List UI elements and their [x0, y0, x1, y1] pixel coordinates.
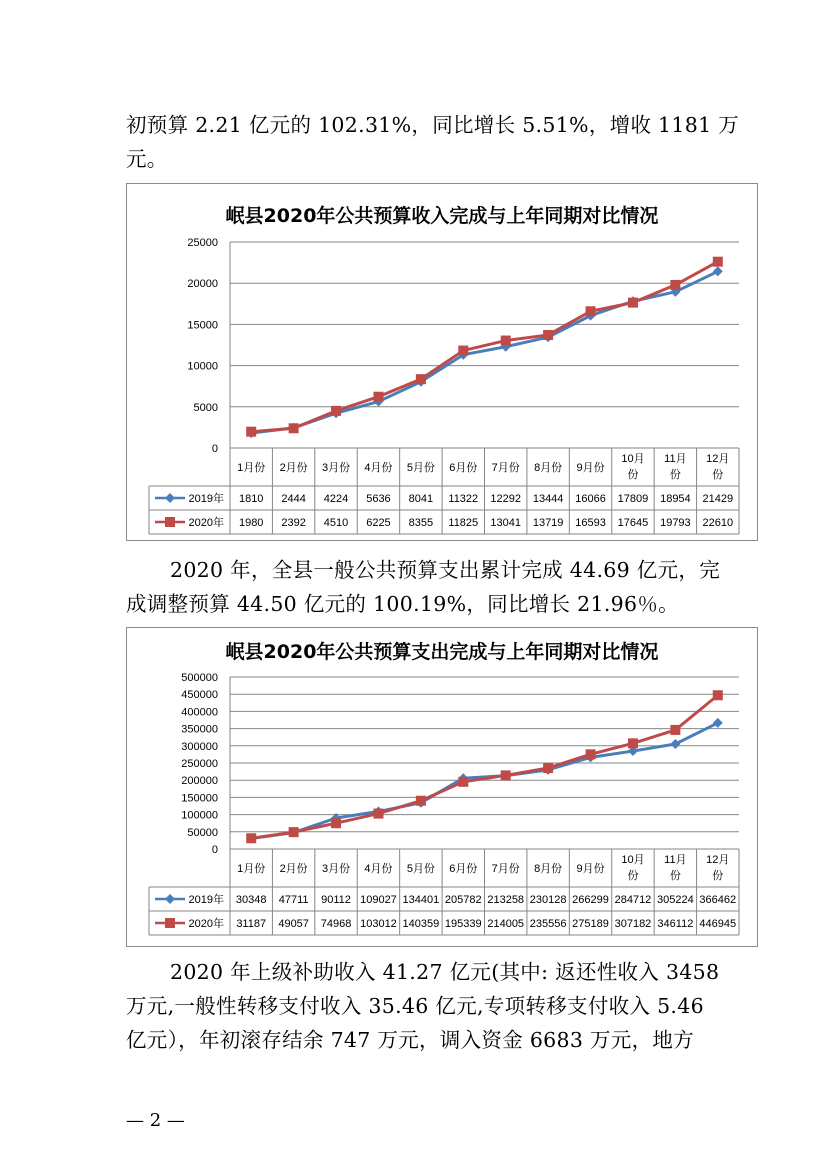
data-point	[331, 818, 341, 828]
data-point	[543, 330, 553, 340]
chart-title: 岷县2020年公共预算收入完成与上年同期对比情况	[225, 205, 659, 227]
table-value: 195339	[444, 918, 482, 930]
category-label: 8月份	[534, 462, 563, 474]
expenditure-chart	[126, 627, 758, 947]
table-value: 22610	[702, 517, 734, 529]
category-label: 11月	[664, 854, 687, 866]
paragraph-line: 亿元），年初滚存结余 747 万元，调入资金 6683 万元，地方	[126, 1028, 695, 1052]
table-value: 103012	[360, 918, 397, 930]
y-tick-label: 100000	[181, 809, 218, 822]
table-value: 16066	[575, 493, 606, 505]
table-value: 2444	[281, 493, 306, 505]
table-value: 13444	[532, 493, 564, 505]
series-line	[251, 723, 718, 839]
data-point	[458, 777, 468, 787]
data-point	[458, 346, 468, 356]
data-point	[331, 406, 341, 416]
table-value: 307182	[614, 918, 652, 930]
table-value: 1810	[238, 493, 264, 505]
table-value: 90112	[321, 894, 351, 906]
y-tick-label: 300000	[181, 740, 218, 753]
category-label: 份	[627, 870, 639, 882]
series-name: 2019年	[188, 493, 224, 505]
category-label: 6月份	[449, 462, 478, 474]
table-value: 6225	[366, 517, 391, 529]
y-tick-label: 450000	[181, 689, 218, 702]
table-value: 31187	[236, 918, 267, 930]
data-point	[713, 266, 723, 276]
category-label: 份	[669, 870, 681, 882]
chart-title: 岷县2020年公共预算支出完成与上年同期对比情况	[225, 641, 659, 663]
category-label: 3月份	[321, 462, 351, 474]
category-label: 4月份	[364, 462, 393, 474]
category-label: 5月份	[406, 863, 435, 875]
category-label: 3月份	[321, 863, 351, 875]
y-tick-label: 50000	[187, 826, 218, 839]
category-label: 7月份	[491, 863, 520, 875]
table-value: 17645	[617, 517, 649, 529]
legend-marker-square	[165, 918, 175, 928]
category-label: 份	[669, 469, 681, 481]
paragraph-line: 成调整预算 44.50 亿元的 100.19%，同比增长 21.96％。	[126, 592, 679, 616]
category-label: 5月份	[406, 462, 435, 474]
y-tick-label: 25000	[187, 237, 218, 249]
series-line	[251, 695, 718, 838]
data-point	[501, 770, 511, 780]
table-value: 1980	[238, 517, 264, 529]
category-label: 1月份	[237, 863, 266, 875]
data-point	[246, 833, 256, 843]
category-label: 9月份	[576, 462, 605, 474]
table-value: 205782	[444, 894, 482, 906]
paragraph-subsidy-income	[126, 955, 726, 1057]
paragraph-line: 2020 年上级补助收入 41.27 亿元(其中: 返还性收入 3458	[170, 960, 720, 984]
table-value: 12292	[490, 493, 522, 505]
data-point	[713, 690, 723, 700]
category-label: 10月	[621, 854, 645, 866]
paragraph-line: 初预算 2.21 亿元的 102.31%，同比增长 5.51%，增收 1181 万	[126, 113, 740, 137]
data-point	[289, 423, 299, 433]
legend-marker-diamond	[165, 493, 175, 503]
data-point	[670, 280, 680, 290]
data-point	[373, 809, 383, 819]
data-point	[416, 374, 426, 384]
category-label: 2月份	[279, 863, 308, 875]
y-tick-label: 500000	[181, 672, 218, 684]
category-label: 6月份	[449, 863, 478, 875]
legend-marker-square	[165, 517, 175, 527]
paragraph-expenditure-summary	[126, 553, 726, 621]
paragraph-line: 2020 年，全县一般公共预算支出累计完成 44.69 亿元，完	[170, 558, 721, 582]
data-point	[416, 796, 426, 806]
table-value: 13719	[532, 517, 564, 529]
y-tick-label: 250000	[181, 758, 218, 770]
table-value: 2392	[281, 517, 306, 529]
category-label: 12月	[706, 854, 730, 866]
category-label: 9月份	[576, 863, 605, 875]
y-tick-label: 200000	[181, 775, 218, 788]
category-label: 份	[712, 870, 724, 882]
data-point	[670, 739, 680, 749]
table-value: 16593	[575, 517, 606, 529]
category-label: 份	[627, 469, 639, 481]
data-point	[501, 336, 511, 346]
table-value: 49057	[278, 918, 309, 930]
expenditure-chart-svg	[127, 628, 757, 946]
data-point	[586, 749, 596, 759]
paragraph-line: 万元,一般性转移支付收入 35.46 亿元,专项转移支付收入 5.46	[126, 994, 704, 1018]
series-name: 2020年	[188, 517, 224, 529]
data-point	[713, 718, 723, 728]
table-value: 74968	[320, 918, 352, 930]
table-value: 235556	[529, 918, 567, 930]
table-value: 140359	[402, 918, 440, 930]
y-tick-label: 20000	[187, 278, 218, 291]
revenue-chart-svg	[127, 184, 757, 540]
table-value: 47711	[278, 894, 309, 906]
table-value: 134401	[402, 894, 440, 906]
legend-marker-diamond	[165, 894, 175, 904]
y-tick-label: 0	[211, 443, 218, 455]
table-value: 21429	[702, 493, 734, 505]
table-value: 346112	[657, 918, 694, 930]
y-tick-label: 400000	[181, 706, 218, 719]
y-tick-label: 15000	[187, 319, 218, 332]
revenue-chart	[126, 183, 758, 541]
table-value: 5636	[366, 493, 391, 505]
y-tick-label: 0	[211, 844, 218, 856]
series-name: 2019年	[188, 894, 224, 906]
table-value: 109027	[360, 894, 397, 906]
table-value: 4510	[323, 517, 349, 529]
series-name: 2020年	[188, 918, 224, 930]
category-label: 1月份	[237, 462, 266, 474]
table-value: 305224	[657, 894, 694, 906]
data-point	[586, 306, 596, 316]
table-value: 213258	[487, 894, 525, 906]
category-label: 份	[712, 469, 724, 481]
table-value: 230128	[529, 894, 567, 906]
table-value: 266299	[572, 894, 609, 906]
data-point	[713, 257, 723, 267]
table-value: 17809	[617, 493, 649, 505]
table-value: 284712	[614, 894, 652, 906]
category-label: 10月	[621, 453, 645, 465]
table-value: 19793	[660, 517, 691, 529]
series-line	[251, 262, 718, 432]
data-point	[289, 827, 299, 837]
table-value: 366462	[699, 894, 737, 906]
category-label: 8月份	[534, 863, 563, 875]
y-tick-label: 10000	[187, 360, 218, 373]
data-point	[373, 392, 383, 402]
paragraph-line: 元。	[126, 147, 168, 171]
table-value: 8041	[408, 493, 434, 505]
table-value: 13041	[490, 517, 522, 529]
table-value: 4224	[323, 493, 349, 505]
table-value: 18954	[660, 493, 691, 505]
category-label: 11月	[664, 453, 687, 465]
table-value: 11825	[448, 517, 479, 529]
data-point	[246, 427, 256, 437]
data-point	[543, 763, 553, 773]
table-value: 8355	[408, 517, 434, 529]
y-tick-label: 350000	[181, 723, 218, 736]
table-value: 30348	[235, 894, 267, 906]
table-value: 446945	[699, 918, 737, 930]
data-point	[628, 738, 638, 748]
data-point	[670, 725, 680, 735]
y-tick-label: 150000	[181, 792, 218, 805]
table-value: 275189	[572, 918, 609, 930]
page-number: — 2 —	[126, 1110, 185, 1131]
category-label: 2月份	[279, 462, 308, 474]
category-label: 7月份	[491, 462, 520, 474]
data-point	[628, 298, 638, 308]
table-value: 214005	[487, 918, 525, 930]
category-label: 12月	[706, 453, 730, 465]
y-tick-label: 5000	[193, 401, 218, 414]
paragraph-revenue-summary	[126, 108, 740, 176]
category-label: 4月份	[364, 863, 393, 875]
table-value: 11322	[448, 493, 479, 505]
